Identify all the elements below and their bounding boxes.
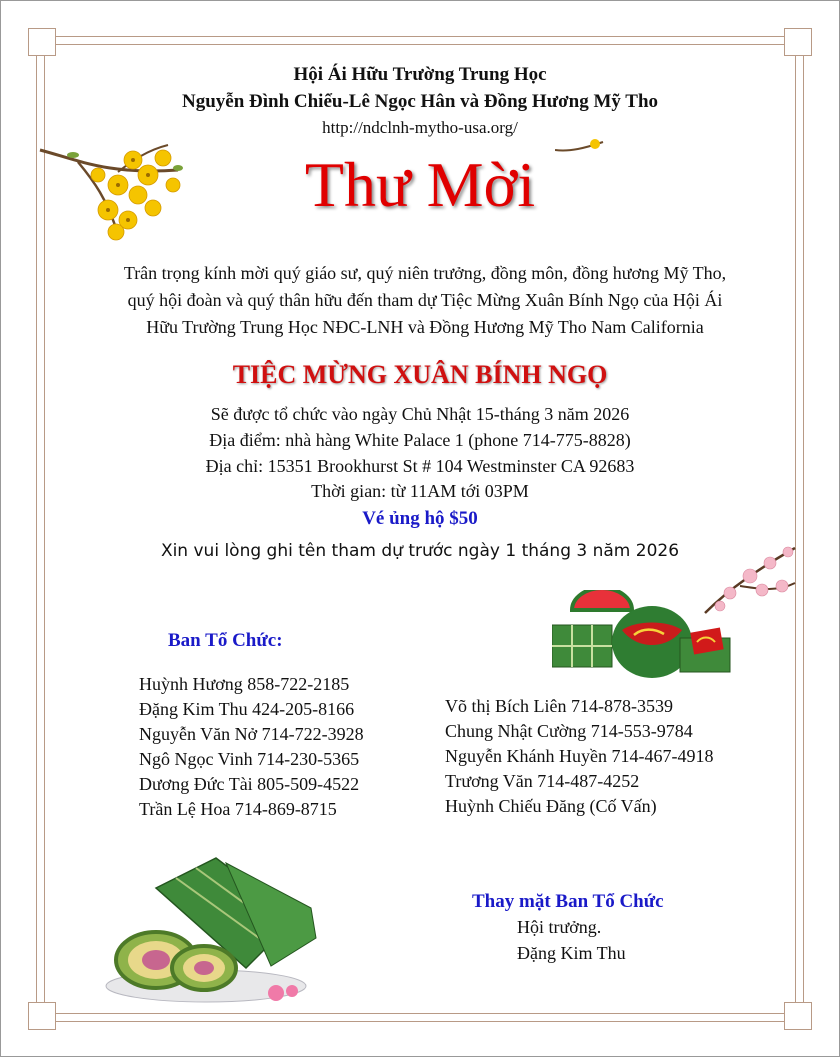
committee-member: Đặng Kim Thu 424-205-8166 [139,699,355,719]
event-venue: Địa điểm: nhà hàng White Palace 1 (phone 714-775-8828) [209,430,631,450]
rsvp-note: Xin vui lòng ghi tên tham dự trước ngày 1 tháng 3 năm 2026 [160,541,680,561]
banh-tet-plate-icon [96,848,346,1008]
signature-role: Hội trưởng. [517,917,602,937]
website-link[interactable]: http://ndclnh-mytho-usa.org/ [322,118,518,137]
committee-member: Chung Nhật Cường 714-553-9784 [445,721,693,741]
committee-member: Nguyễn Văn Nở 714-722-3928 [139,724,364,744]
event-time: Thời gian: từ 11AM tới 03PM [311,481,529,501]
watermelon-banh-chung-icon [552,590,737,680]
intro-paragraph [50,260,800,341]
committee-member: Võ thị Bích Liên 714-878-3539 [445,696,673,716]
event-title: TIỆC MỪNG XUÂN BÍNH NGỌ [232,360,608,389]
committee-member: Huỳnh Hương 858-722-2185 [139,674,350,694]
org-name-line1: Hội Ái Hữu Trường Trung Học [293,64,547,85]
committee-member: Trương Văn 714-487-4252 [445,771,640,791]
ticket-price: Vé ủng hộ $50 [362,508,478,529]
event-date: Sẽ được tổ chức vào ngày Chủ Nhật 15-tháng 3 năm 2026 [210,404,630,424]
committee-list-right [445,694,713,819]
frame-corner-bottom-left [28,1002,56,1030]
committee-member: Nguyễn Khánh Huyền 714-467-4918 [445,746,714,766]
intro-line: quý hội đoàn và quý thân hữu đến tham dự Tiệc Mừng Xuân Bính Ngọ của Hội Ái [127,290,723,310]
committee-member: Ngô Ngọc Vinh 714-230-5365 [139,749,360,769]
committee-member: Dương Đức Tài 805-509-4522 [139,774,360,794]
frame-corner-top-left [28,28,56,56]
event-address: Địa chỉ: 15351 Brookhurst St # 104 Westminster CA 92683 [205,456,635,476]
intro-line: Hữu Trường Trung Học NĐC-LNH và Đồng Hương Mỹ Tho Nam California [146,317,704,337]
signature-heading: Thay mặt Ban Tổ Chức [472,891,664,912]
signature-name: Đặng Kim Thu [517,943,626,963]
committee-member: Huỳnh Chiếu Đăng (Cố Vấn) [445,796,657,816]
frame-corner-bottom-right [784,1002,812,1030]
intro-line: Trân trọng kính mời quý giáo sư, quý niên trưởng, đồng môn, đồng hương Mỹ Tho, [123,263,727,283]
frame-corner-top-right [784,28,812,56]
page-title: Thư Mời [304,149,536,220]
org-name-line2: Nguyễn Đình Chiểu-Lê Ngọc Hân và Đồng Hương Mỹ Tho [181,91,659,112]
committee-list-left [139,672,364,822]
committee-member: Trần Lệ Hoa 714-869-8715 [139,799,337,819]
committee-heading: Ban Tổ Chức: [168,630,283,651]
